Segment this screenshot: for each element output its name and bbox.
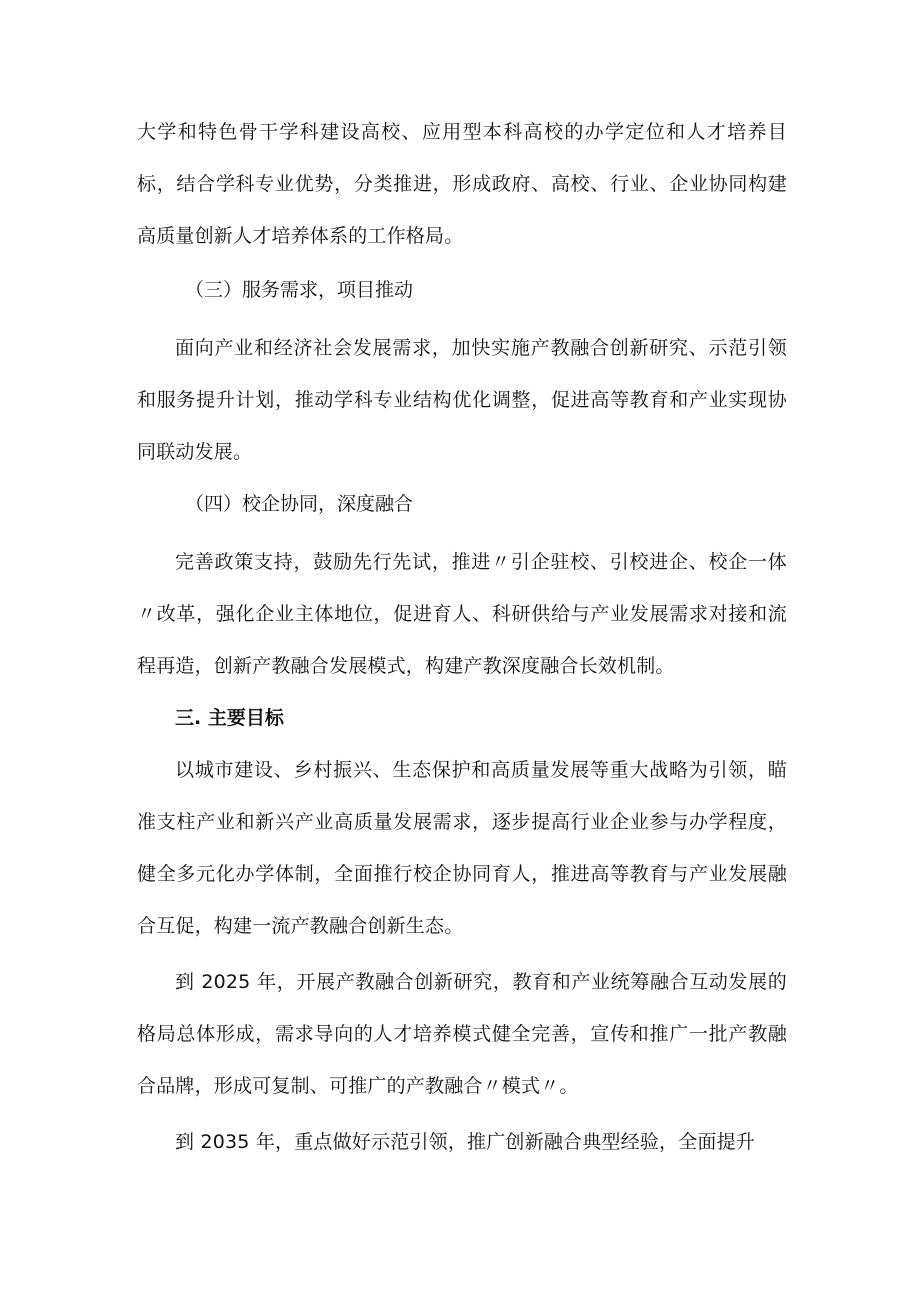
paragraph-goals-intro: 以城市建设、乡村振兴、生态保护和高质量发展等重大战略为引领，瞄准支柱产业和新兴产业高质量发展需求，逐步提高行业企业参与办学程度，健全多元化办学体制，全面推行校企协同育人，推进高等教育与产业发展融合互促，构建一流产教融合创新生态。 xyxy=(137,759,787,937)
paragraph-service-demand: 面向产业和经济社会发展需求，加快实施产教融合创新研究、示范引领和服务提升计划，推动学科专业结构优化调整，促进高等教育和产业实现协同联动发展。 xyxy=(137,337,787,463)
paragraph-continuation: 大学和特色骨干学科建设高校、应用型本科高校的办学定位和人才培养目标，结合学科专业优势，分类推进，形成政府、高校、行业、企业协同构建高质量创新人才培养体系的工作格局。 xyxy=(137,121,787,247)
paragraph-school-enterprise: 完善政策支持，鼓励先行先试，推进〃引企驻校、引校进企、校企一体〃改革，强化企业主体地位，促进育人、科研供给与产业发展需求对接和流程再造，创新产教融合发展模式，构建产教深度融合长效机制。 xyxy=(137,551,787,677)
section-heading-3: （三）服务需求，项目推动 xyxy=(185,279,414,301)
main-heading-goals: 三. 主要目标 xyxy=(175,707,284,729)
section-heading-4: （四）校企协同，深度融合 xyxy=(185,493,414,515)
paragraph-goal-2025: 到 2025 年，开展产教融合创新研究，教育和产业统筹融合互动发展的格局总体形成，需求导向的人才培养模式健全完善，宣传和推广一批产教融合品牌，形成可复制、可推广的产教融合〃模式〃。 xyxy=(137,971,787,1097)
paragraph-goal-2035: 到 2035 年，重点做好示范引领，推广创新融合典型经验，全面提升 xyxy=(175,1131,756,1153)
